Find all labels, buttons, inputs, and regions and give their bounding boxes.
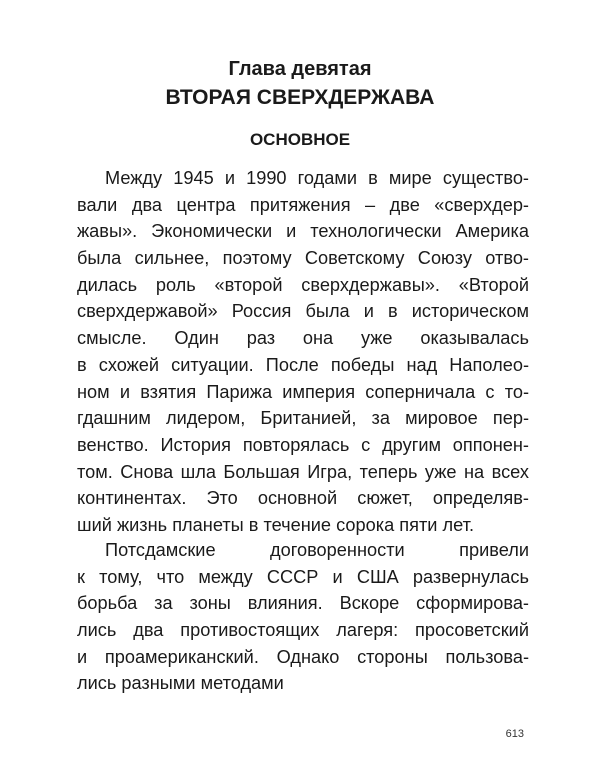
text-line: Между 1945 и 1990 годами в мире существо-: [105, 168, 529, 188]
text-line: венство. История повторялась с другим оппонен-: [77, 434, 529, 455]
chapter-label: Глава девятая: [228, 58, 372, 80]
text-line: вали два центра притяжения – две «сверхдер-: [77, 194, 529, 215]
text-line: ший жизнь планеты в течение сорока пяти лет.: [77, 514, 474, 535]
text-line: континентах. Это основной сюжет, определяв-: [77, 488, 529, 509]
text-line: ном и взятия Парижа империя соперничала с то-: [77, 381, 529, 402]
text-line: Потсдамские договоренности привели: [105, 540, 529, 560]
paragraph-1: [77, 165, 529, 539]
text-line: том. Снова шла Большая Игра, теперь уже на всех: [77, 461, 529, 482]
text-line: лись разными методами: [77, 673, 284, 694]
section-title: ОСНОВНОЕ: [249, 130, 351, 149]
text-line: дилась роль «второй сверхдержавы». «Второй: [77, 274, 529, 295]
text-line: и проамериканский. Однако стороны пользова-: [77, 646, 529, 667]
text-line: в схожей ситуации. После победы над Наполео-: [77, 354, 529, 375]
text-line: лись два противостоящих лагеря: просоветский: [77, 620, 529, 641]
text-line: гдашним лидером, Британией, за мировое пер-: [77, 408, 529, 429]
chapter-title: ВТОРАЯ СВЕРХДЕРЖАВА: [165, 86, 435, 109]
text-line: была сильнее, поэтому Советскому Союзу отво-: [77, 248, 529, 269]
text-line: сверхдержавой» Россия была и в историческом: [77, 301, 529, 322]
page-number: 613: [505, 728, 524, 740]
text-line: жавы». Экономически и технологически Америка: [77, 221, 529, 242]
text-line: смысле. Один раз она уже оказывалась: [77, 328, 529, 349]
text-line: к тому, что между СССР и США развернулась: [77, 566, 529, 587]
paragraph-2: [77, 537, 529, 697]
text-line: борьба за зоны влияния. Вскоре сформирова-: [77, 593, 529, 614]
